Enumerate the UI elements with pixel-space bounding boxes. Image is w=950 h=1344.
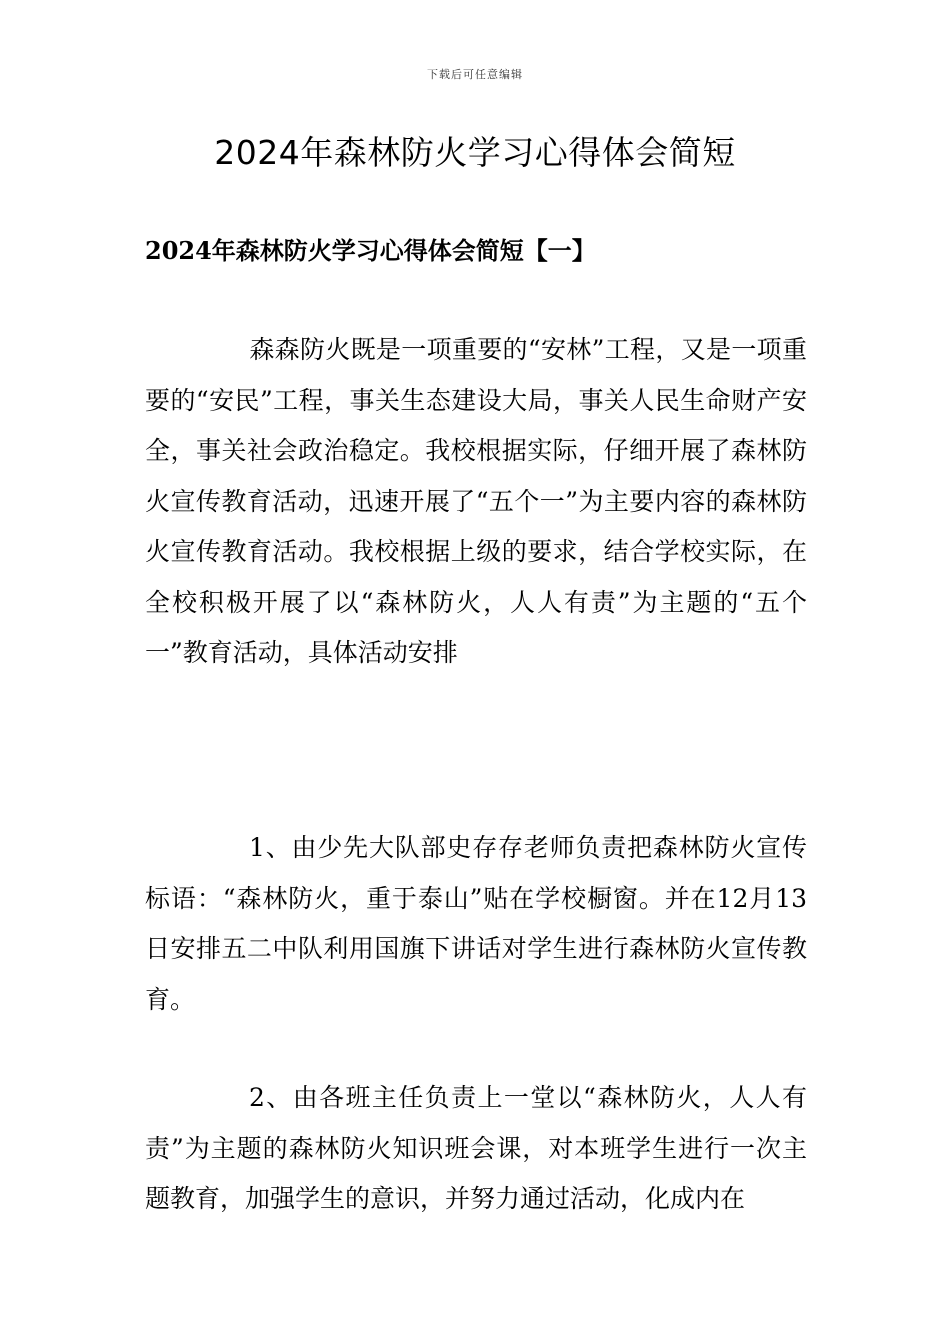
item-1-paragraph <box>145 823 807 1025</box>
intro-paragraph <box>145 325 807 679</box>
item-2-paragraph <box>145 1073 807 1225</box>
section-heading: 2024年森林防火学习心得体会简短【一】 <box>145 236 596 265</box>
intro-paragraph-text: 森森防火既是一项重要的“安林”工程，又是一项重要的“安民”工程，事关生态建设大局，事关人民生命财产安全，事关社会政治稳定。我校根据实际，仔细开展了森林防火宣传教育活动，迅速开展了“五个一”为主要内容的森林防火宣传教育活动。我校根据上级的要求，结合学校实际，在全校积极开展了以“森林防火，人人有责”为主题的“五个一”教育活动，具体活动安排 <box>145 335 807 667</box>
header-note: 下载后可任意编辑 <box>427 68 523 81</box>
item-2-paragraph-text: 2、由各班主任负责上一堂以“森林防火，人人有责”为主题的森林防火知识班会课，对本班学生进行一次主题教育，加强学生的意识，并努力通过活动，化成内在 <box>145 1083 807 1213</box>
item-1-paragraph-text: 1、由少先大队部史存存老师负责把森林防火宣传标语：“森林防火，重于泰山”贴在学校橱窗。并在12月13日安排五二中队利用国旗下讲话对学生进行森林防火宣传教育。 <box>145 833 807 1014</box>
document-title: 2024年森林防火学习心得体会简短 <box>214 133 736 172</box>
